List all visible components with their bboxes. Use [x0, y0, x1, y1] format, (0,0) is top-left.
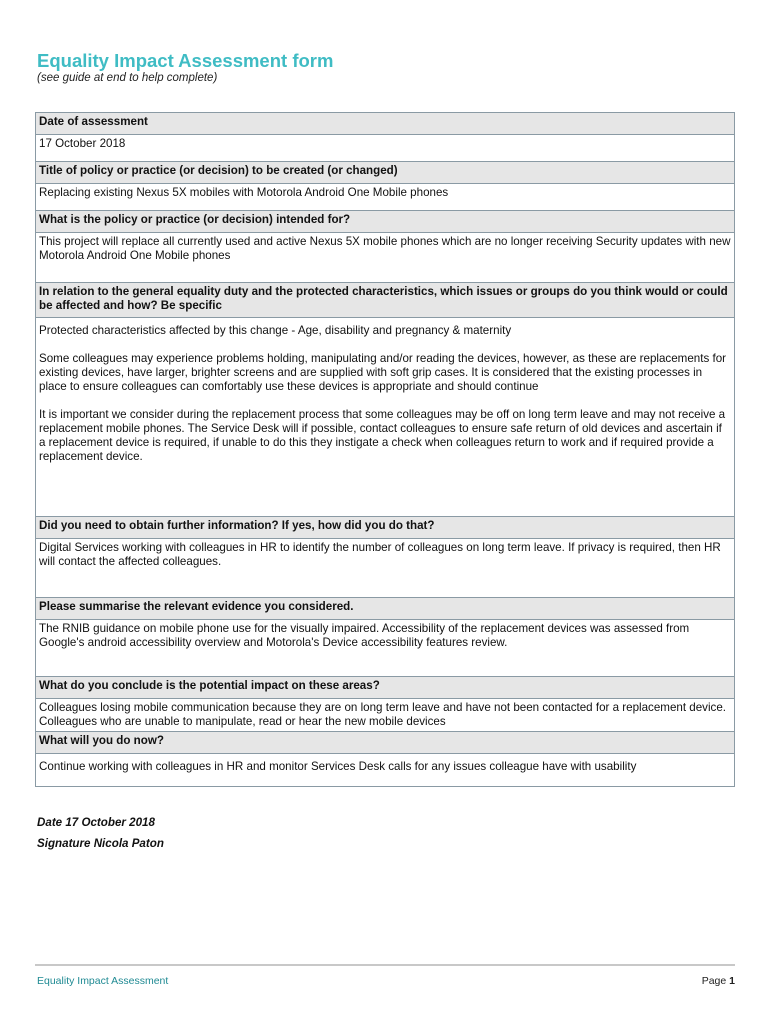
- section-paragraph: Digital Services working with colleagues in HR to identify the number of colleagues on long term leave. If privacy is required, then HR will contact the affected colleagues.: [39, 541, 721, 568]
- section-paragraph: 17 October 2018: [39, 137, 126, 150]
- section-value-information: [36, 539, 735, 598]
- section-heading-conclusion: What do you conclude is the potential impact on these areas?: [36, 677, 735, 699]
- footer-divider: [35, 964, 735, 966]
- page-number: 1: [729, 975, 735, 987]
- section-heading-next-steps: What will you do now?: [36, 732, 735, 754]
- section-value-equality: [36, 318, 735, 517]
- footer-page-number: [702, 975, 735, 987]
- section-value-conclusion: [36, 699, 735, 732]
- section-value-evidence: [36, 620, 735, 677]
- section-heading-evidence: Please summarise the relevant evidence you considered.: [36, 598, 735, 620]
- signoff-signature: Signature Nicola Paton: [37, 837, 164, 850]
- signoff-date: Date 17 October 2018: [37, 816, 155, 829]
- page-subtitle: (see guide at end to help complete): [37, 72, 218, 84]
- assessment-table: [35, 112, 735, 787]
- section-value-title: [36, 184, 735, 211]
- section-paragraph: It is important we consider during the replacement process that some colleagues may be off on long term leave and may not receive a replacement mobile phones. The Service Desk will if possible, contact colleagues to ensure safe return of old devices and ascertain if a replacement device is required, if unable to do this they instigate a check when colleagues return to work and if required provide a replacement device.: [39, 408, 726, 463]
- section-heading-date: Date of assessment: [36, 113, 735, 135]
- section-heading-information: Did you need to obtain further information? If yes, how did you do that?: [36, 517, 735, 539]
- section-paragraph: The RNIB guidance on mobile phone use for the visually impaired. Accessibility of the replacement devices was assessed from Google's android accessibility overview and Motorola's Device accessibility features review.: [39, 622, 690, 649]
- section-heading-title: Title of policy or practice (or decision) to be created (or changed): [36, 162, 735, 184]
- section-heading-equality: In relation to the general equality duty and the protected characteristics, which issues or groups do you think would or could be affected and how? Be specific: [36, 283, 735, 318]
- section-paragraph: Some colleagues may experience problems holding, manipulating and/or reading the devices, however, as these are replacements for existing devices, have larger, brighter screens and are supplied with soft grip cases. It is considered that the existing processes in place to ensure colleagues can comfortably use these devices is appropriate and should continue: [39, 352, 727, 393]
- section-paragraph: Replacing existing Nexus 5X mobiles with Motorola Android One Mobile phones: [39, 186, 449, 199]
- section-paragraph: Protected characteristics affected by this change - Age, disability and pregnancy & maternity: [39, 324, 512, 337]
- section-paragraph: This project will replace all currently used and active Nexus 5X mobile phones which are no longer receiving Security updates with new Motorola Android One Mobile phones: [39, 235, 731, 262]
- page-label: Page: [701, 975, 727, 987]
- section-paragraph: Continue working with colleagues in HR and monitor Services Desk calls for any issues colleague have with usability: [39, 760, 637, 773]
- section-value-next-steps: [36, 754, 735, 787]
- footer-document-name: Equality Impact Assessment: [37, 975, 169, 987]
- section-paragraph: Colleagues losing mobile communication because they are on long term leave and have not been contacted for a replacement device. Colleagues who are unable to manipulate, read or hear the new mobile devices: [39, 701, 727, 728]
- section-heading-purpose: What is the policy or practice (or decision) intended for?: [36, 211, 735, 233]
- page-title: Equality Impact Assessment form: [37, 50, 334, 71]
- section-value-date: [36, 135, 735, 162]
- section-value-purpose: [36, 233, 735, 283]
